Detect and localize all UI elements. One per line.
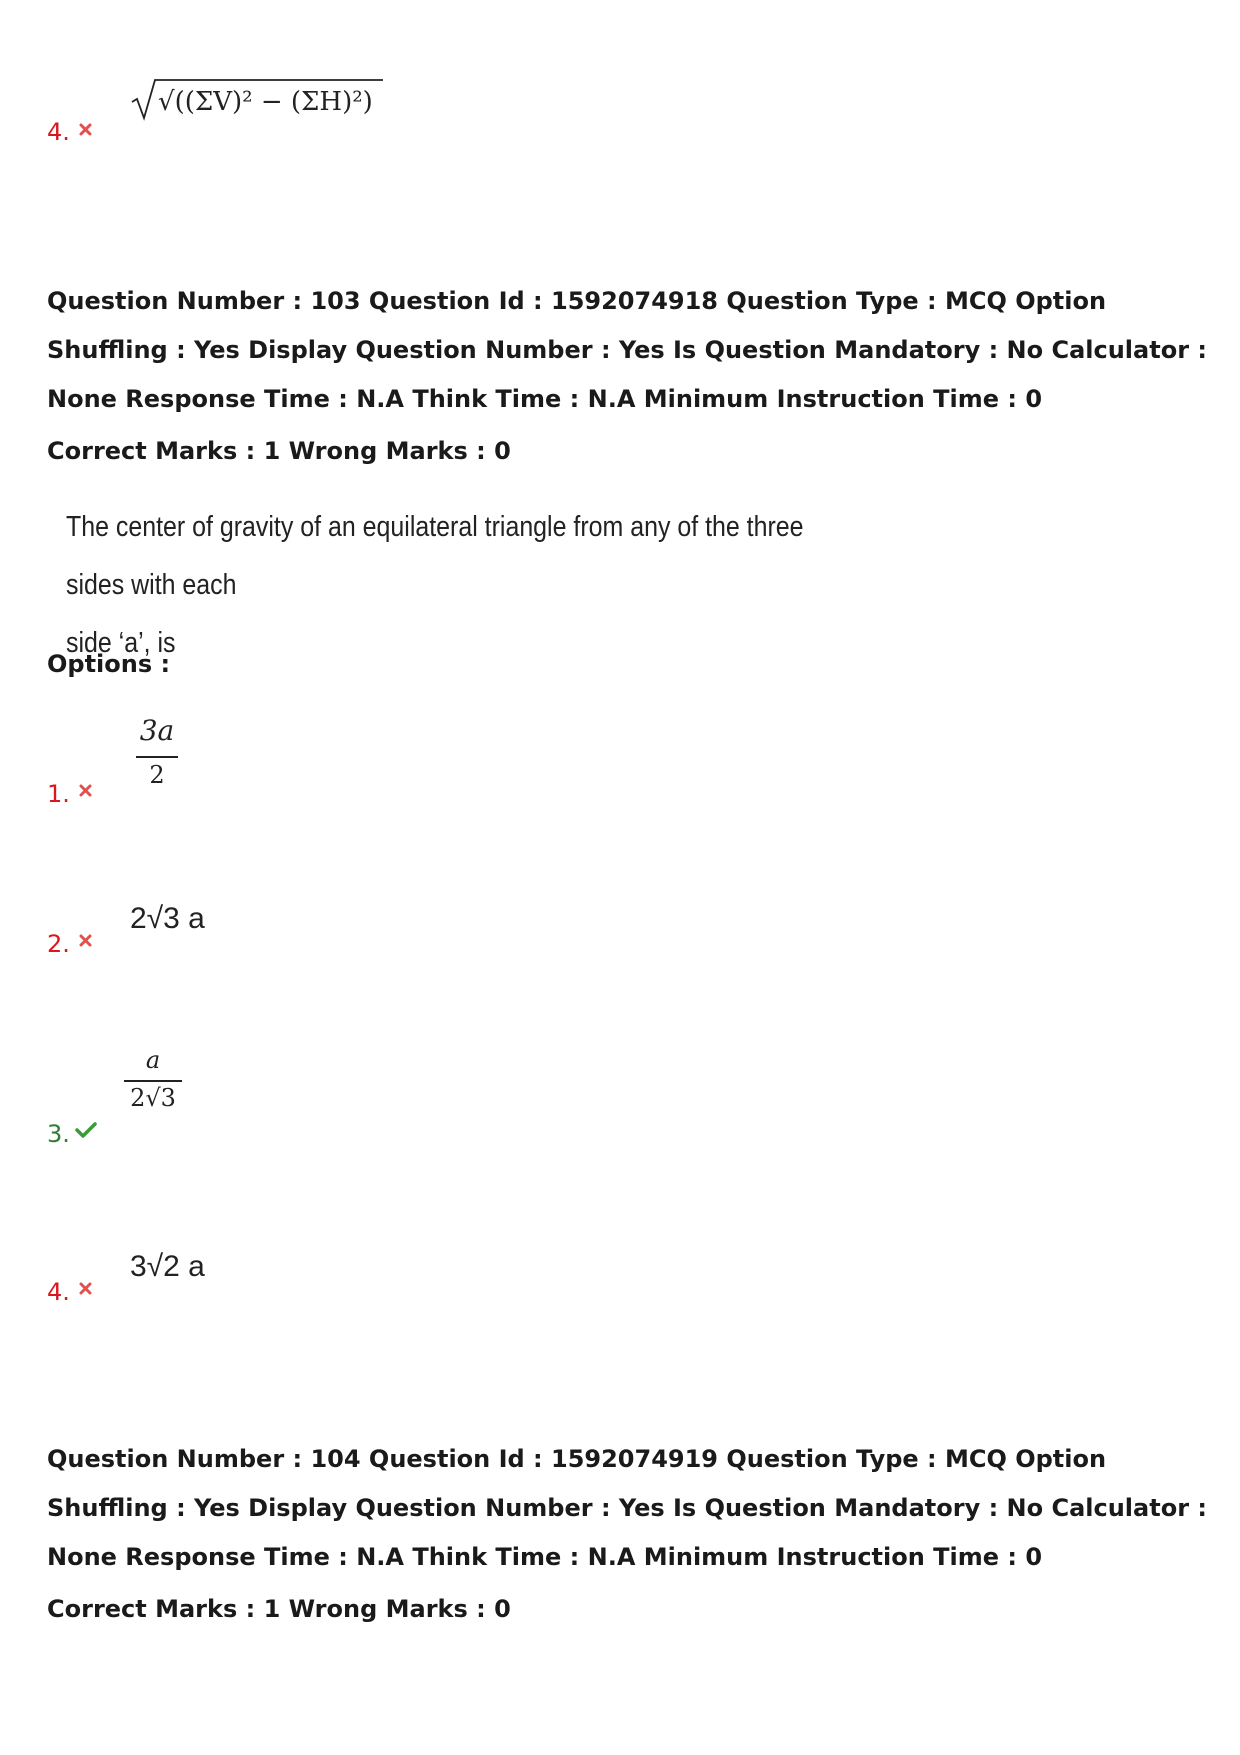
- cross-icon: [79, 934, 92, 947]
- prev-option-number: 4.: [47, 118, 70, 146]
- option-2-number[interactable]: 2.: [47, 930, 70, 958]
- question-text-line-2: side ‘a’, is: [66, 627, 176, 659]
- check-icon: [75, 1121, 97, 1139]
- option-4-number[interactable]: 4.: [47, 1278, 70, 1306]
- option-3-numerator: a: [145, 1046, 161, 1074]
- question-103-marks: Correct Marks : 1 Wrong Marks : 0: [47, 437, 511, 465]
- question-104-marks: Correct Marks : 1 Wrong Marks : 0: [47, 1595, 511, 1623]
- cross-icon: [79, 1282, 92, 1295]
- option-1-formula: [136, 714, 178, 792]
- question-text-line-1: The center of gravity of an equilateral triangle from any of the three sides with each: [66, 511, 804, 601]
- cross-icon: [79, 784, 92, 797]
- question-103-meta: Question Number : 103 Question Id : 1592074918 Question Type : MCQ Option Shuffling : Yes Display Question Number : Yes Is Question Mandatory : No Calculator : None Response Time : N.A Think Time : N.A Minimum Instruction Time : 0: [47, 287, 1207, 413]
- prev-option-formula-text: √((ΣV)² − (ΣH)²): [158, 87, 373, 117]
- option-3-formula: [124, 1044, 182, 1114]
- option-2-formula: 2√3 a: [130, 902, 205, 935]
- option-3-denominator: 2√3: [130, 1084, 176, 1112]
- prev-option-formula: [128, 74, 388, 124]
- sqrt-formula-graphic: [128, 74, 388, 124]
- option-3-number[interactable]: 3.: [47, 1120, 70, 1148]
- question-104-meta: Question Number : 104 Question Id : 1592074919 Question Type : MCQ Option Shuffling : Yes Display Question Number : Yes Is Question Mandatory : No Calculator : None Response Time : N.A Think Time : N.A Minimum Instruction Time : 0: [47, 1445, 1207, 1571]
- option-4-formula: 3√2 a: [130, 1250, 205, 1283]
- option-1-number[interactable]: 1.: [47, 780, 70, 808]
- cross-icon: [79, 123, 92, 136]
- option-1-denominator: 2: [149, 761, 165, 789]
- options-label: Options :: [47, 650, 171, 678]
- question-103-text: [66, 498, 840, 672]
- option-1-numerator: 3a: [139, 714, 175, 747]
